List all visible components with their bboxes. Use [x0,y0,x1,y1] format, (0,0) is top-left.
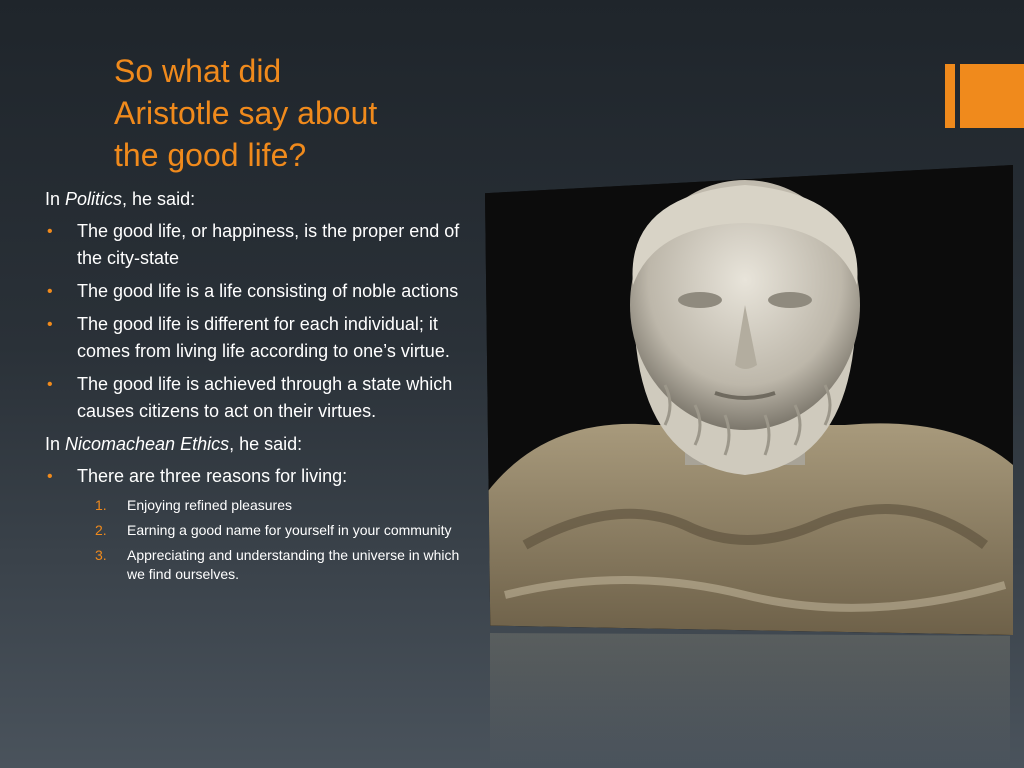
list-number: 2. [95,522,107,538]
list-text: Earning a good name for yourself in your community [127,522,452,538]
list-item [45,278,465,305]
list-item [45,311,465,365]
reasons-numbered-list [95,496,465,584]
list-number: 1. [95,497,107,513]
intro-ethics [45,431,465,457]
book-title: Nicomachean Ethics [65,434,230,454]
title-line: So what did [114,53,282,89]
ethics-bullet-list [45,463,465,490]
title-line: the good life? [114,137,307,173]
accent-bar-thin [945,64,955,128]
bullet-text: There are three reasons for living: [77,466,348,486]
list-text: Appreciating and understanding the universe in which we find ourselves. [127,547,460,582]
book-title: Politics [65,189,123,209]
list-item [45,371,465,425]
bullet-icon: • [47,283,53,300]
list-number: 3. [95,547,107,563]
list-text: Enjoying refined pleasures [127,497,292,513]
intro-prefix: In [45,434,66,454]
bullet-text: The good life is a life consisting of noble actions [77,281,459,301]
bullet-text: The good life is different for each individual; it comes from living life according to one’s virtue. [77,314,450,361]
list-item [95,496,465,515]
list-item [95,521,465,540]
bust-illustration [485,165,1013,635]
aristotle-bust-photo [485,165,1013,635]
photo-reflection [490,633,1010,768]
bullet-icon: • [47,316,53,333]
intro-suffix: , he said: [229,434,303,454]
photo-frame [485,165,1013,635]
politics-bullet-list [45,218,465,425]
accent-bar-thick [960,64,1024,128]
bullet-icon: • [47,468,53,485]
accent-bars-decoration [945,64,1024,128]
slide-body [45,186,465,590]
list-item [45,218,465,272]
title-line: Aristotle say about [114,95,378,131]
intro-prefix: In [45,189,66,209]
bullet-icon: • [47,376,53,393]
bullet-icon: • [47,223,53,240]
bullet-text: The good life, or happiness, is the proper end of the city-state [77,221,460,268]
intro-suffix: , he said: [122,189,196,209]
list-item [45,463,465,490]
bullet-text: The good life is achieved through a state which causes citizens to act on their virtues. [77,374,453,421]
slide-title [114,50,444,176]
intro-politics [45,186,465,212]
list-item [95,546,465,584]
